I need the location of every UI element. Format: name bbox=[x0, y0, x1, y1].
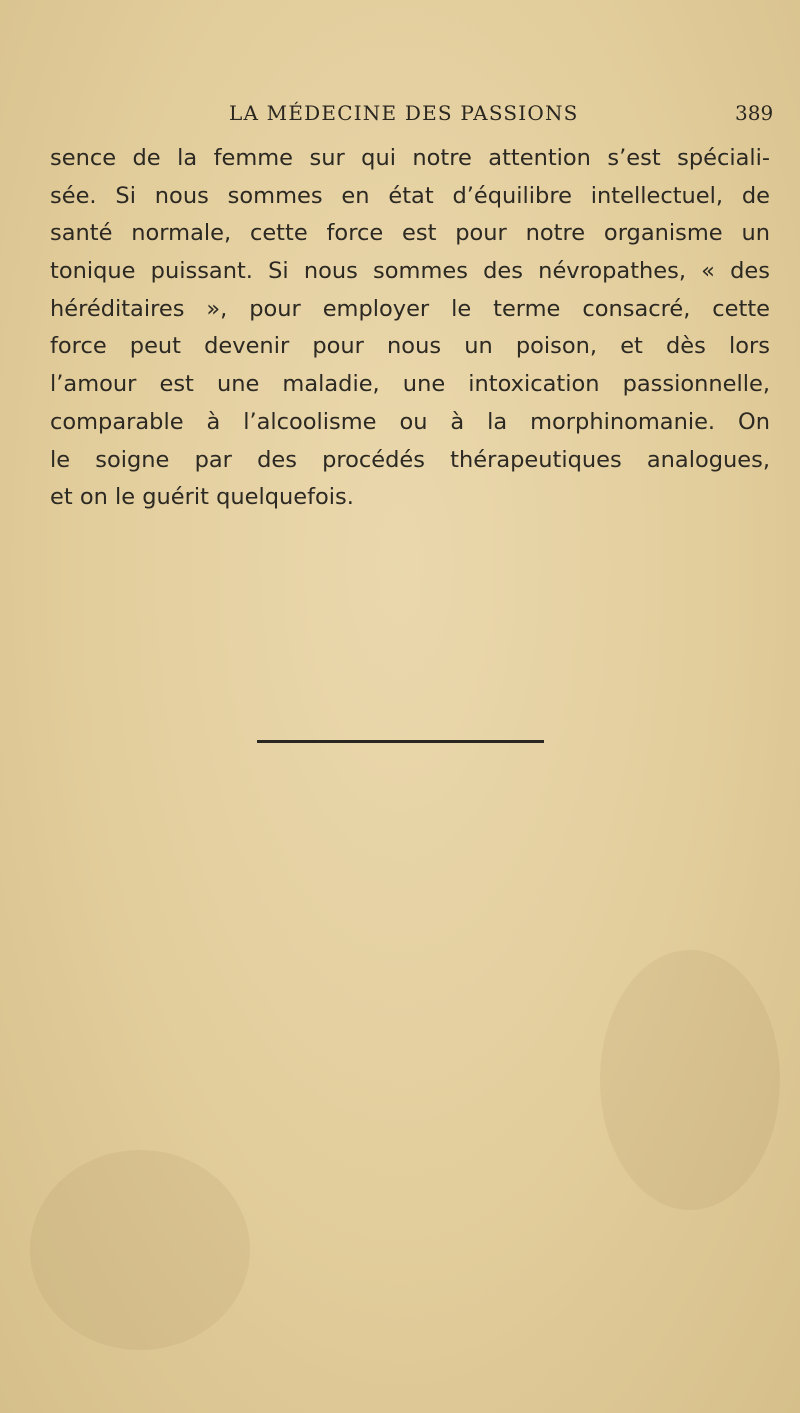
section-end-rule bbox=[257, 740, 544, 743]
text-line: et on le guérit quelquefois. bbox=[50, 484, 354, 511]
text-line: comparable à l’alcoolisme ou à la morphinomanie. On bbox=[50, 408, 770, 435]
text-line: tonique puissant. Si nous sommes des névropathes, « des bbox=[50, 258, 770, 285]
text-line: l’amour est une maladie, une intoxication passionnelle, bbox=[50, 371, 770, 398]
body-paragraph bbox=[50, 140, 770, 517]
running-title: LA MÉDECINE DES PASSIONS bbox=[229, 101, 579, 125]
paper-stain bbox=[600, 950, 780, 1210]
text-line: sée. Si nous sommes en état d’équilibre intellectuel, de bbox=[50, 182, 770, 209]
text-line: force peut devenir pour nous un poison, et dès lors bbox=[50, 333, 770, 360]
text-line: santé normale, cette force est pour notre organisme un bbox=[50, 220, 770, 247]
page-number: 389 bbox=[735, 101, 774, 125]
text-line: sence de la femme sur qui notre attention s’est spéciali- bbox=[50, 145, 770, 171]
running-head bbox=[0, 101, 800, 131]
text-line: héréditaires », pour employer le terme consacré, cette bbox=[50, 295, 770, 322]
paper-stain bbox=[30, 1150, 250, 1350]
text-line: le soigne par des procédés thérapeutiques analogues, bbox=[50, 446, 770, 473]
